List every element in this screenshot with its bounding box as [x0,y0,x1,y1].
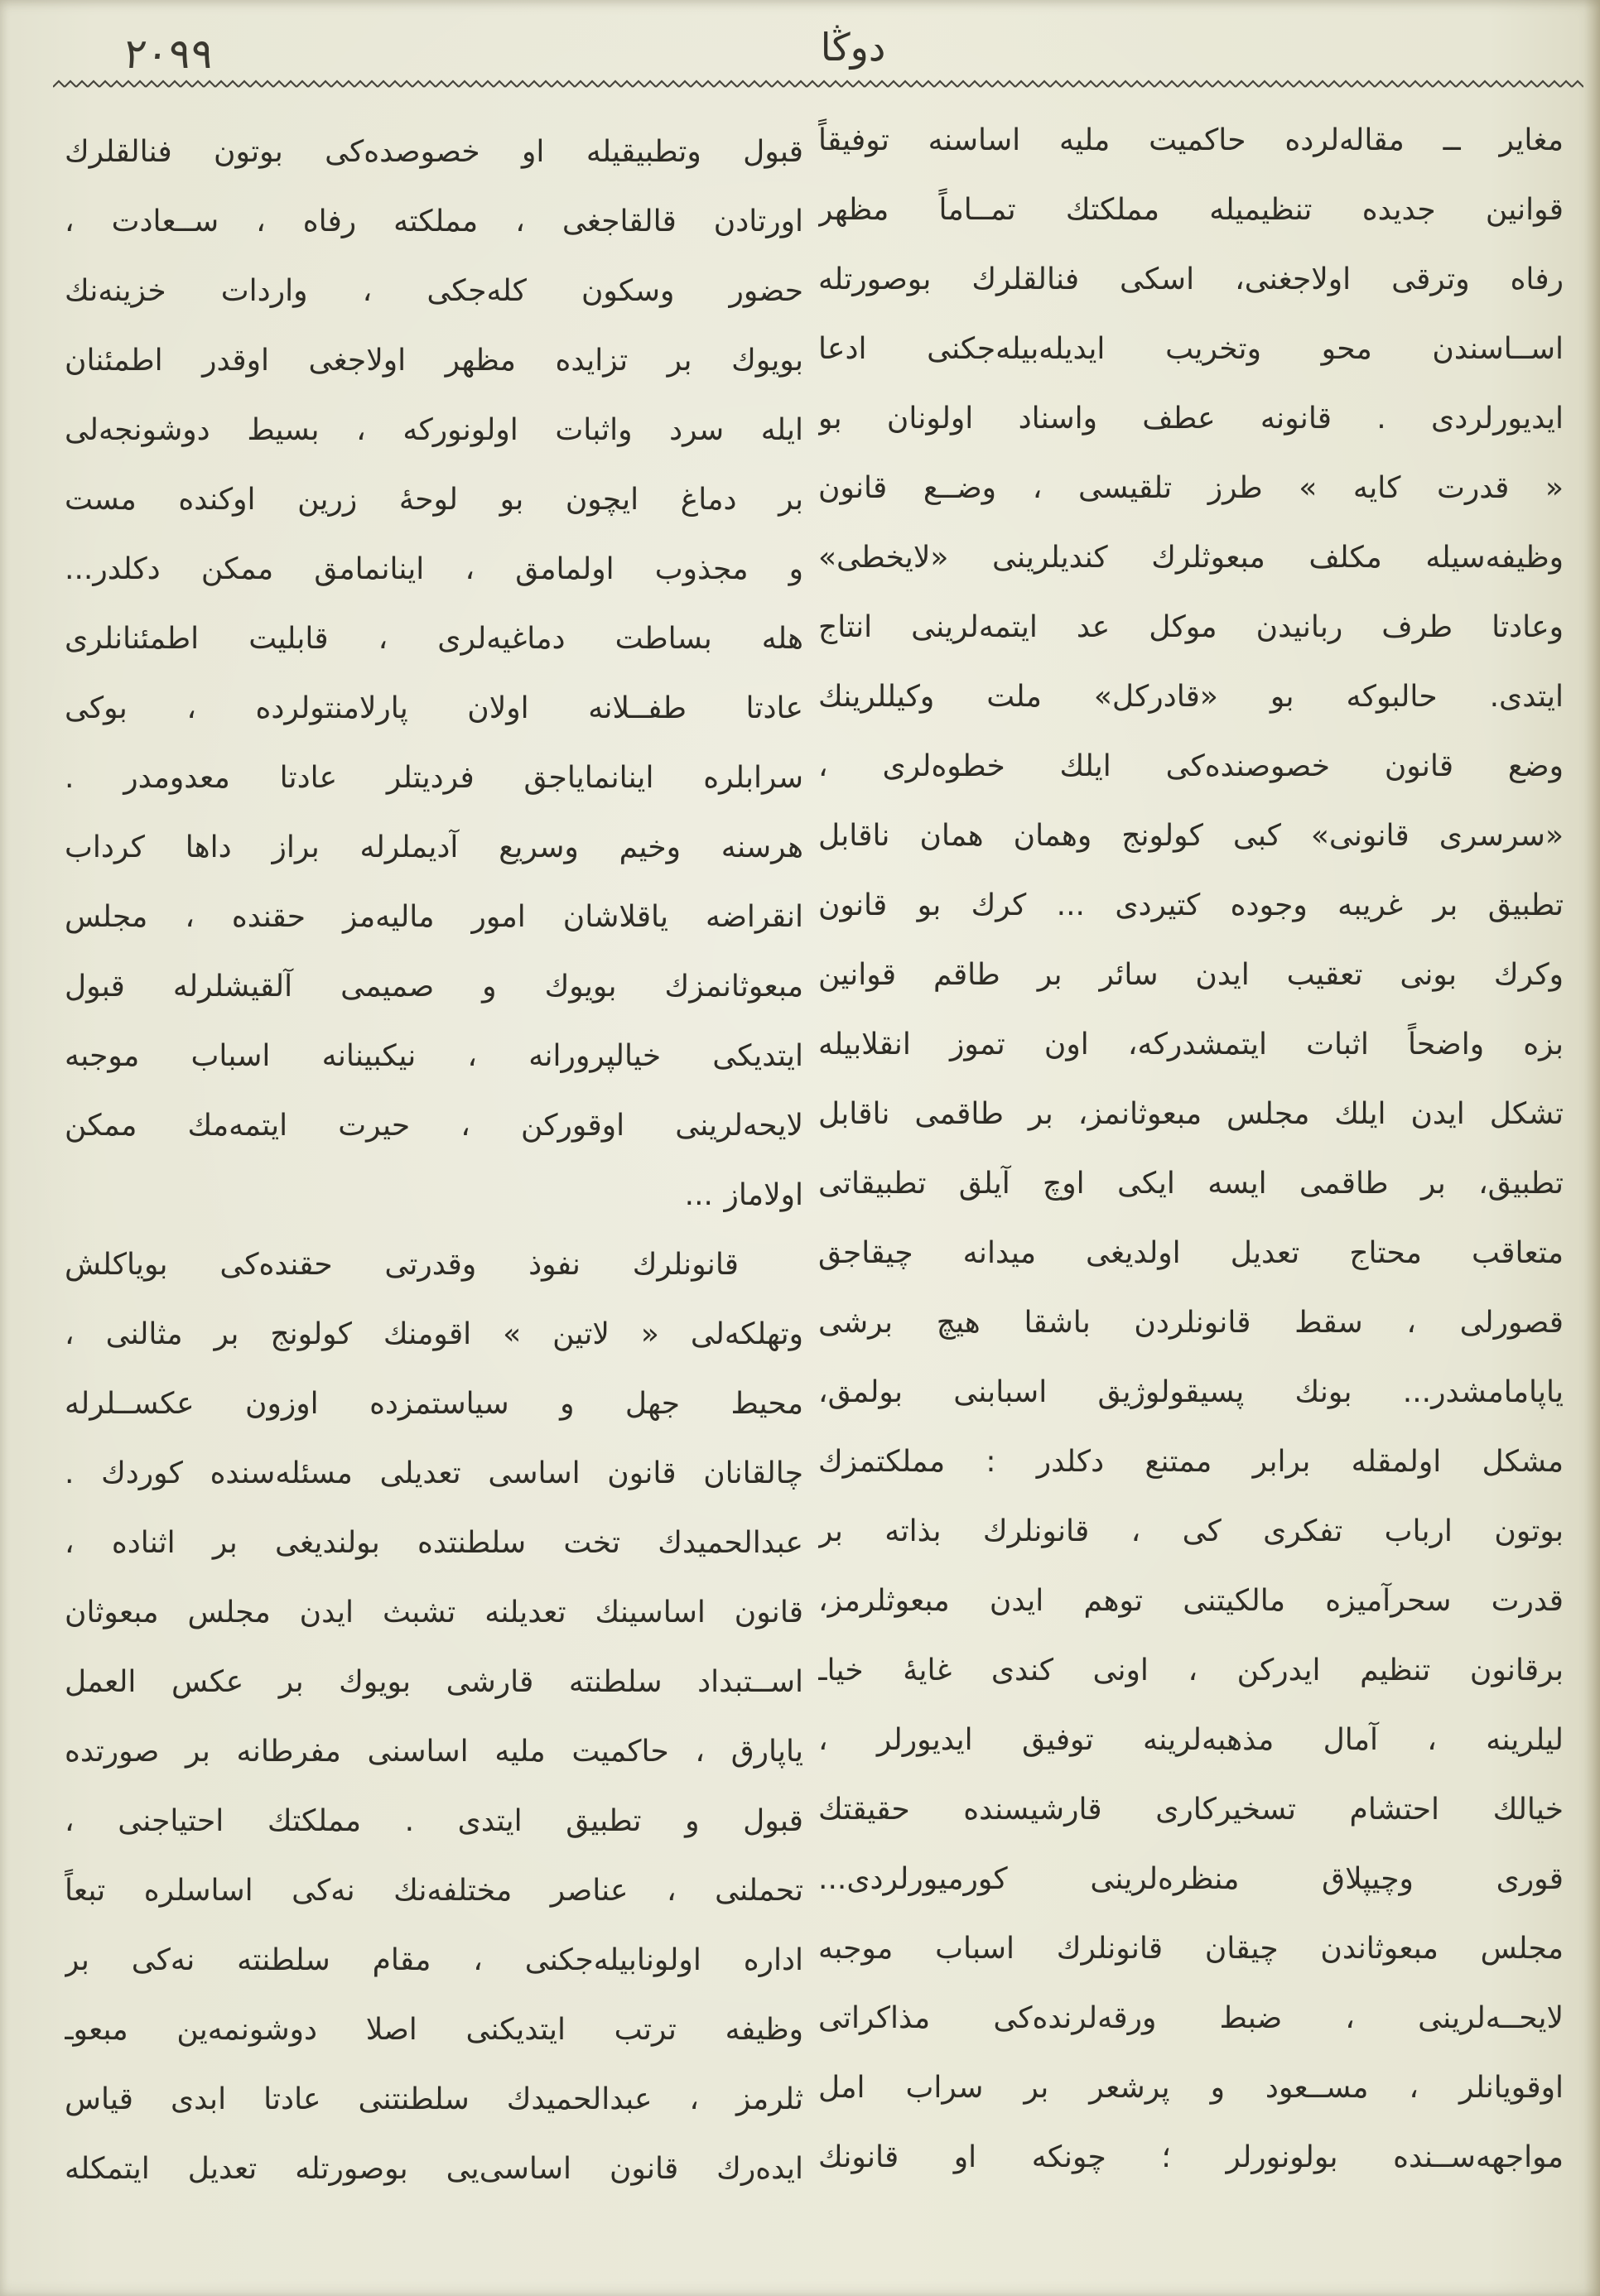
text-line: عادتا طفــلانه اولان پارلامنتولرده ، بوكى [65,691,803,725]
text-line: محيط جهل و سياستمزده اوزون عكســلرله [65,1387,803,1421]
text-line: مبعوثانمزك بويوك و صميمى آلقيشلرله قبول [65,970,803,1004]
text-line: لايحه‌لرينى اوقوركن ، حيرت ايتمه‌مك ممكن [65,1109,803,1143]
text-line: لايحــه‌لرينى ، ضبط ورقه‌لرنده‌كى مذاكراتى [818,2001,1564,2035]
page-number: ٢٠٩٩ [121,30,216,78]
text-line: وتهلكه‌لى « لاتين » اقومنك كولونج بر مثالنى ، [65,1317,803,1351]
text-line: مغاير ــ مقاله‌لرده حاكميت مليه اساسنه توفيقاً [818,123,1564,157]
text-line: و مجذوب اولمامق ، اينانمامق ممكن دكلدر... [65,552,803,586]
text-column-right [818,106,1564,2193]
text-line: قبول و تطبيق ايتدى . مملكتك احتياجنى ، [65,1804,803,1838]
text-line: انقراضه ياقلاشان امور ماليه‌مز حقنده ، مجلس [65,900,803,934]
text-line: ياپارق ، حاكميت مليه اساسنى مفرطانه بر صورتده [65,1735,803,1769]
text-line: وعادتا طرف ربانيدن موكل عد ايتمه‌لرينى انتاج [818,610,1564,644]
text-line: اورتادن قالقاجغى ، مملكته رفاه ، ســعادت ، [65,205,803,238]
text-line: ثلرمز ، عبدالحميدك سلطنتنى عادتا ابدى قياس [65,2082,803,2116]
text-line: قبول وتطبيقيله او خصوصده‌كى بوتون فنالقلرك [65,135,803,169]
text-line: بزه واضحاً اثبات ايتمشدركه، اون تموز انقلابيله [818,1028,1564,1061]
text-line: اولاماز ... [684,1178,803,1212]
text-line: ايله سرد واثبات اولونوركه ، بسيط دوشونجه‌لى [65,413,803,447]
text-line: بوتون ارباب تفكرى كى ، قانونلرك بذاته بر [818,1514,1564,1548]
publication-title: دوڭا [820,25,886,70]
text-line: ايتدى. حالبوكه بو «قادركل» ملت وكيللرينك [818,680,1564,714]
text-line: چالقانان قانون اساسى تعديلى مسئله‌سنده كوردك . [65,1456,803,1490]
text-line: قصورلى ، سقط قانونلردن باشقا هيچ برشى [818,1306,1564,1340]
text-line: بر دماغ ايچون بو لوحهٔ زرين اوكنده مست [65,483,803,517]
text-line: « قدرت كايه » طرز تلقيسى ، وضــع قانون [818,471,1564,505]
text-line: مشكل اولمقله برابر ممتنع دكلدر : مملكتمزك [818,1445,1564,1479]
text-line: مواجهه‌ســنده بولونورلر ؛ چونكه او قانونك [818,2140,1564,2174]
text-line: قوانين جديده تنظيميله مملكتك تمــاماً مظهر [818,193,1564,227]
text-line: وضع قانون خصوصنده‌كى ايلك خطوه‌لرى ، [818,749,1564,783]
text-line: خيالك احتشام تسخيركارى قارشيسنده حقيقتك [818,1793,1564,1827]
text-line: وظيفه‌سيله مكلف مبعوثلرك كنديلرينى «لايخطى» [818,541,1564,575]
text-line: «سرسرى قانونى» كبى كولونج وهمان همان ناقابل [818,819,1564,853]
text-line: هرسنه وخيم وسريع آديملرله براز داها كرداب [65,830,803,864]
text-line: مجلس مبعوثاندن چيقان قانونلرك اسباب موجبه [818,1932,1564,1966]
text-line: قانون اساسينك تعديلنه تشبث ايدن مجلس مبعوثان [65,1596,803,1629]
text-line: حضور وسكون كله‌جكى ، واردات خزينه‌نك [65,274,803,308]
text-line: قانونلرك نفوذ وقدرتى حقنده‌كى بوياكلش [65,1248,739,1282]
text-line: تطبيق، بر طاقمى ايسه ايكى اوچ آيلق تطبيقاتى [818,1167,1564,1201]
text-line: ايديورلردى . قانونه عطف واسناد اولونان بو [818,402,1564,436]
text-line: تحملنى ، عناصر مختلفه‌نك نه‌كى اساسلره تبعاً [65,1874,803,1908]
text-line: اداره اولونابيله‌جكنى ، مقام سلطنته نه‌كى بر [65,1943,803,1977]
text-line: اســتبداد سلطنته قارشى بويوك بر عكس العمل [65,1665,803,1699]
text-line: وكرك بونى تعقيب ايدن سائر بر طاقم قوانين [818,958,1564,992]
text-line: رفاه وترقى اولاجغنى، اسكى فنالقلرك بوصورتله [818,262,1564,296]
text-column-left [65,118,803,2204]
text-line: ليلرينه ، آمال مذهبه‌لرينه توفيق ايديورلر ، [818,1723,1564,1757]
text-line: اســاسندن محو وتخريب ايديله‌بيله‌جكنى ادعا [818,332,1564,366]
text-line: بويوك بر تزايده مظهر اولاجغى اوقدر اطمئنان [65,344,803,378]
text-line: برقانون تنظيم ايدركن ، اونى كندى غايهٔ خياـ [818,1653,1564,1687]
text-line: ايده‌رك قانون اساسى‌يى بوصورتله تعديل ايتمكله [65,2152,803,2186]
zigzag-rule [53,78,1583,91]
text-line: وظيفه ترتب ايتديكنى اصلا دوشونمه‌ين مبعوـ [65,2013,803,2047]
text-line: قورى وچيپلاق منظره‌لرينى كورميورلردى... [818,1862,1564,1896]
text-line: متعاقب محتاج تعديل اولديغى ميدانه چيقاجق [818,1236,1564,1270]
text-line: تشكل ايدن ايلك مجلس مبعوثانمز، بر طاقمى ناقابل [818,1097,1564,1131]
text-line: قدرت سحرآميزه مالكيتنى توهم ايدن مبعوثلرمز، [818,1584,1564,1618]
text-line: ياپامامشدر... بونك پسيقولوژيق اسبابنى بولمق، [818,1375,1564,1409]
text-line: سرابلره اينانماياجق فرديتلر عادتا معدومدر . [65,761,803,795]
text-line: هله بساطت دماغيه‌لرى ، قابليت اطمئنانلرى [65,622,803,656]
text-line: اوقويانلر ، مســعود و پرشعر بر سراب امل [818,2071,1564,2105]
text-line: عبدالحميدك تخت سلطنتده بولنديغى بر اثناده ، [65,1526,803,1560]
text-line: ايتديكى خيالپرورانه ، نيكبينانه اسباب موجبه [65,1039,803,1073]
text-line: تطبيق بر غريبه وجوده كتيردى ... كرك بو قانون [818,888,1564,922]
